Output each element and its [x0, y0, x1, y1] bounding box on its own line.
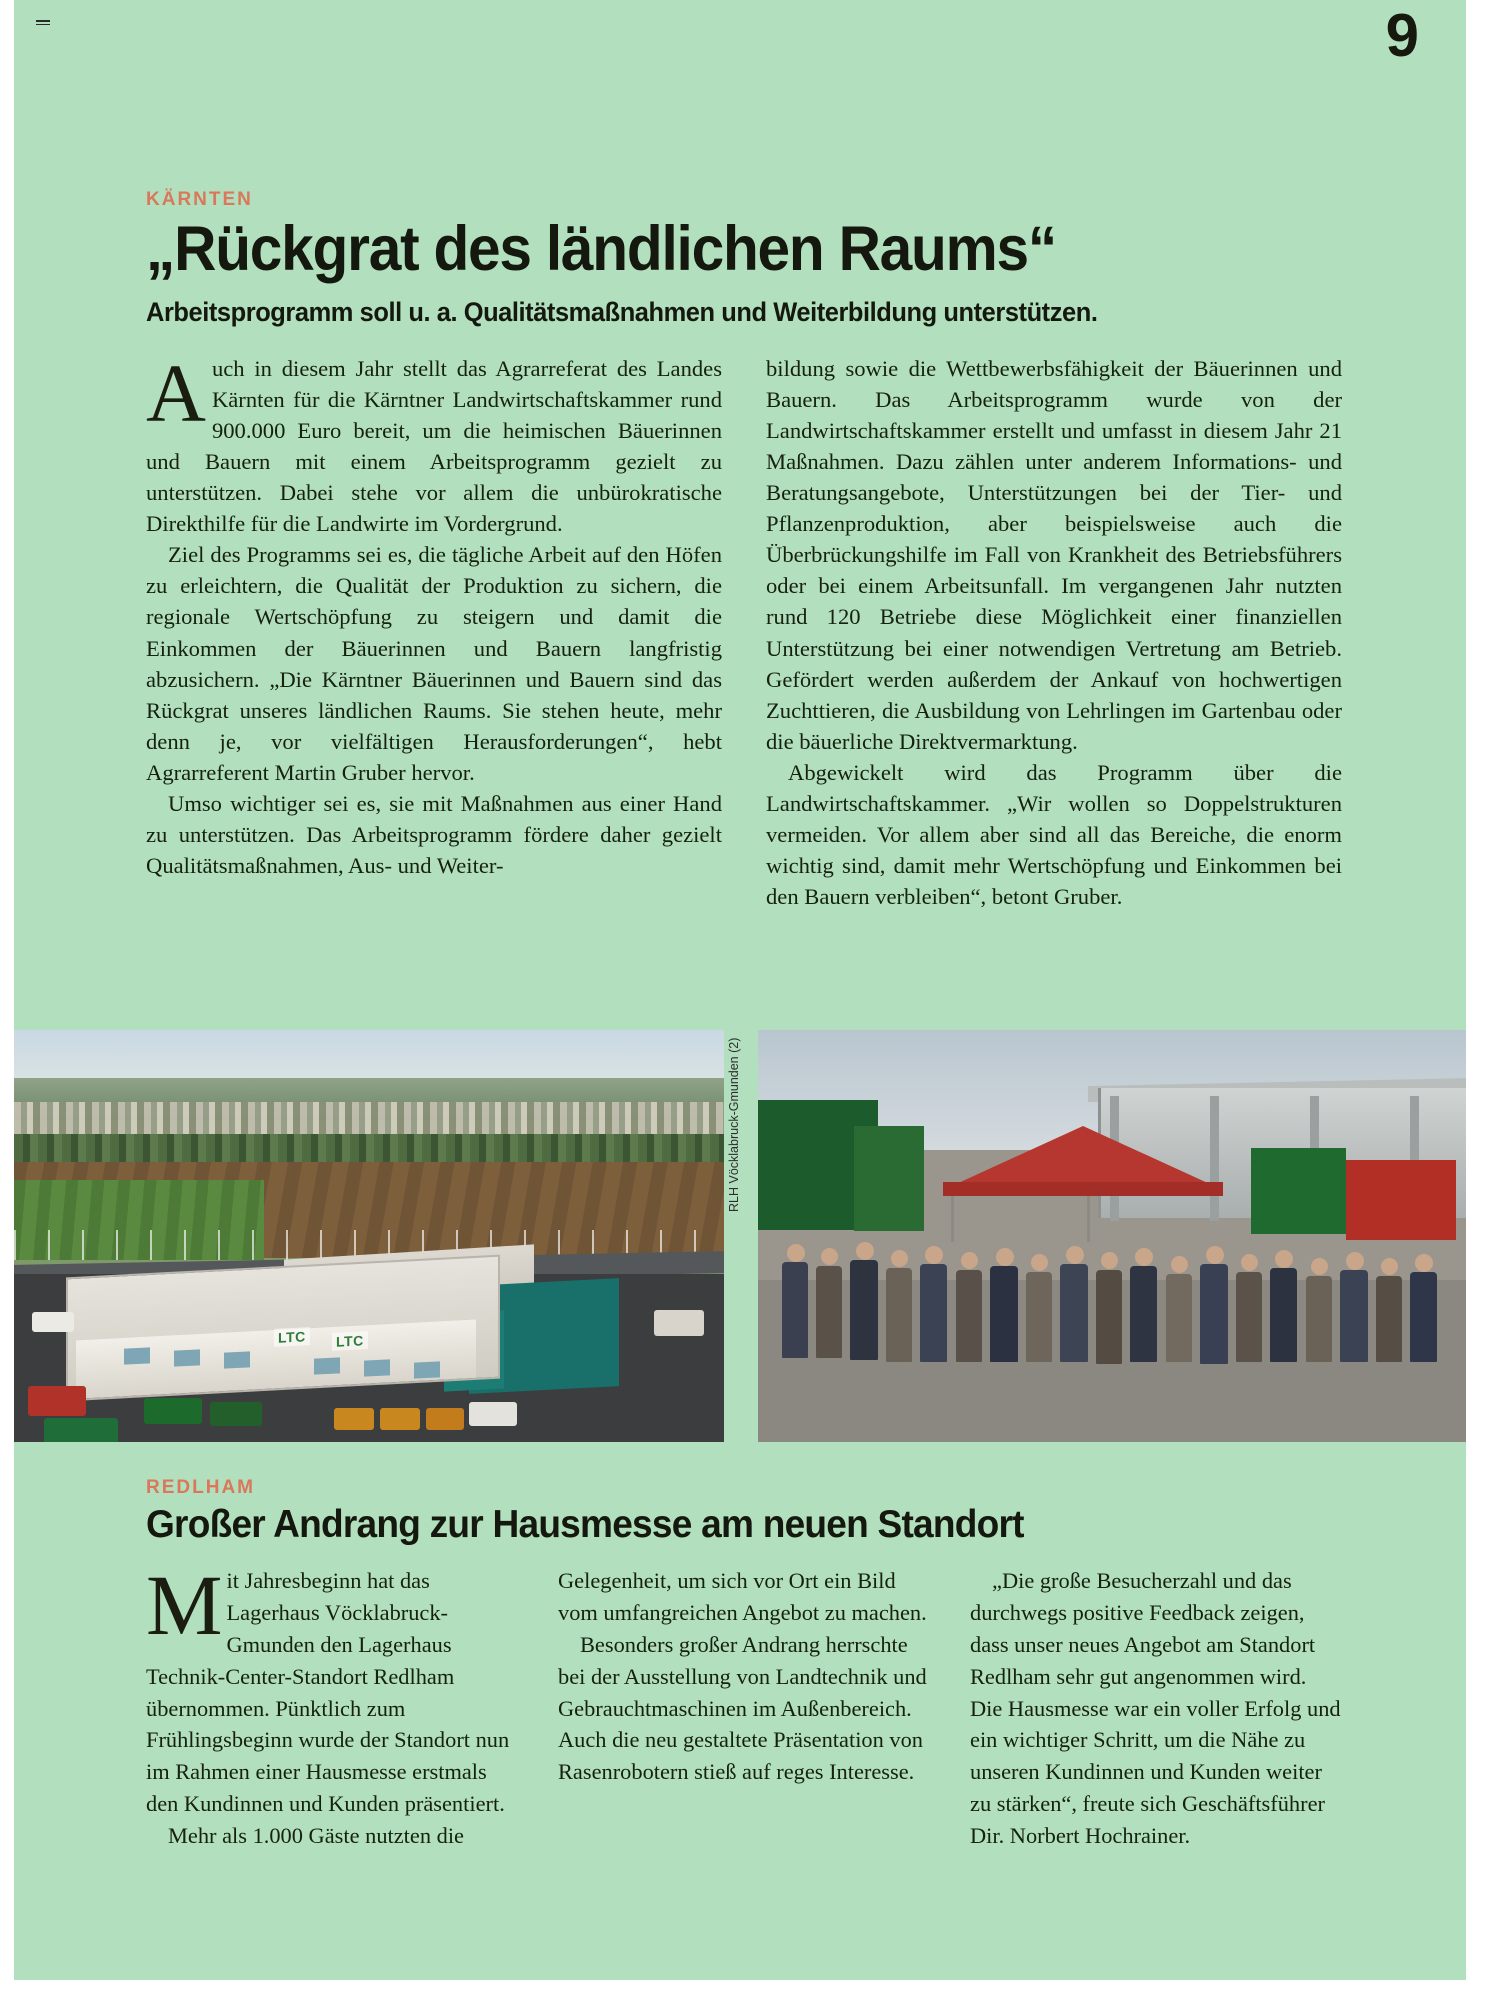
- column-1: [146, 346, 722, 912]
- paragraph-text: Gelegenheit, um sich vor Ort ein Bild vom umfangreichen Angebot zu machen.: [558, 1568, 927, 1626]
- article-kicker-kaernten: KÄRNTEN: [146, 189, 253, 210]
- article-body-columns: [146, 346, 1342, 912]
- body-text-b-col1: [146, 1557, 518, 1851]
- paragraph: [558, 1629, 930, 1788]
- paragraph-text: bildung sowie die Wettbewerbsfähigkeit der Bäuerinnen und Bauern. Das Arbeitsprogramm wurde von der Landwirtschaftskammer erstellt und umfasst in diesem Jahr 21 Maßnahmen. Dazu zählen unter anderem Informations- und Beratungsangebote, Unterstützungen bei der Tier- und Pflanzenproduktion, aber beispielsweise auch die Überbrückungshilfe im Fall von Krankheit des Betriebsführers oder bei einem Arbeitsunfall. Im vergangenen Jahr nutzten rund 120 Betriebe diese Möglichkeit einer finanziellen Unterstützung bei einer notwendigen Vertretung am Betrieb. Gefördert werden außerdem der Ankauf von hochwertigen Zuchttieren, die Ausbildung von Lehrlingen im Gartenbau oder die bäuerliche Direktvermarktung.: [766, 355, 1342, 754]
- paragraph: [766, 757, 1342, 912]
- paragraph: [558, 1565, 930, 1629]
- registration-mark: [36, 20, 50, 25]
- photo-credit: RLH Vöcklabruck-Gmunden (2): [727, 1037, 741, 1212]
- paragraph: [146, 539, 722, 788]
- column-3: [970, 1565, 1342, 1851]
- dropcap-letter: A: [146, 346, 206, 439]
- article-headline-redlham: Großer Andrang zur Hausmesse am neuen Standort: [146, 1503, 1024, 1546]
- paragraph: [146, 788, 722, 881]
- photo-aerial-lagerhaus: LTC LTC: [14, 1030, 724, 1442]
- paragraph-text: „Die große Besucherzahl und das durchwegs positive Feedback zeigen, dass unser neues Angebot am Standort Redlham sehr gut angenommen wird. Die Hausmesse war ein voller Erfolg und ein wichtiger Schritt, um die Nähe zu unseren Kundinnen und Kunden weiter zu stärken“, freute sich Geschäftsführer Dir. Norbert Hochrainer.: [970, 1568, 1341, 1848]
- page-bottom-margin: [0, 1980, 1490, 2000]
- paragraph: [146, 346, 722, 539]
- article-kaernten: [146, 190, 1342, 912]
- column-1: [146, 1557, 518, 1851]
- paragraph-text: Besonders großer Andrang herrschte bei der Ausstellung von Landtechnik und Gebrauchtmaschinen im Außenbereich. Auch die neu gestaltete Präsentation von Rasenrobotern stieß auf reges Interesse.: [558, 1631, 927, 1785]
- article-kicker-redlham: REDLHAM: [146, 1477, 255, 1498]
- page-left-margin: [0, 0, 14, 2000]
- body-text-b-col3: [970, 1565, 1342, 1851]
- body-text-col1: [146, 346, 722, 881]
- article-body-columns-bottom: [146, 1557, 1342, 1851]
- article-headline-kaernten: „Rückgrat des ländlichen Raums“: [146, 214, 1056, 284]
- body-text-col2: [766, 353, 1342, 912]
- paragraph: [970, 1565, 1342, 1851]
- page-right-margin: [1466, 0, 1490, 2000]
- paragraph-text: Umso wichtiger sei es, sie mit Maßnahmen aus einer Hand zu unterstützen. Das Arbeitsprogramm fördere daher gezielt Qualitätsmaßnahmen, Aus- und Weiter-: [146, 790, 722, 878]
- paragraph-text: it Jahresbeginn hat das Lagerhaus Vöcklabruck-Gmunden den Lagerhaus Technik-Center-Standort Redlham übernommen. Pünktlich zum Frühlingsbeginn wurde der Standort nun im Rahmen einer Hausmesse erstmals den Kundinnen und Kunden präsentiert.: [146, 1568, 510, 1817]
- column-2: [766, 353, 1342, 912]
- page-number: 9: [1385, 2, 1418, 69]
- paragraph: [766, 353, 1342, 757]
- paragraph-text: Ziel des Programms sei es, die tägliche Arbeit auf den Höfen zu erleichtern, die Qualität der Produktion zu sichern, die regionale Wertschöpfung zu steigern und damit die Einkommen der Bäuerinnen und Bauern langfristig abzusichern. „Die Kärntner Bäuerinnen und Bauern sind das Rückgrat unseres ländlichen Raums. Sie stehen heute, mehr denn je, vor vielfältigen Herausforderungen“, hebt Agrarreferent Martin Gruber hervor.: [146, 542, 722, 785]
- article-subheadline-kaernten: Arbeitsprogramm soll u. a. Qualitätsmaßnahmen und Weiterbildung unterstützen.: [146, 296, 1098, 327]
- photo-hausmesse-crowd: [758, 1030, 1466, 1442]
- article-redlham: [146, 1478, 1342, 1852]
- paragraph: [146, 1557, 518, 1820]
- paragraph-text: Mehr als 1.000 Gäste nutzten die: [168, 1822, 464, 1848]
- paragraph-text: uch in diesem Jahr stellt das Agrarreferat des Landes Kärnten für die Kärntner Landwirtschaftskammer rund 900.000 Euro bereit, um die heimischen Bäuerinnen und Bauern mit einem Arbeitsprogramm gezielt zu unterstützen. Dabei stehe vor allem die unbürokratische Direkthilfe für die Landwirte im Vordergrund.: [146, 355, 722, 537]
- paragraph: [146, 1820, 518, 1852]
- dropcap-letter: M: [146, 1557, 223, 1654]
- paragraph-text: Abgewickelt wird das Programm über die Landwirtschaftskammer. „Wir wollen so Doppelstrukturen vermeiden. Vor allem aber sind all das Bereiche, die enorm wichtig sind, damit mehr Wertschöpfung und Einkommen bei den Bauern verbleiben“, betont Gruber.: [766, 759, 1342, 910]
- body-text-b-col2: [558, 1565, 930, 1788]
- column-2: [558, 1565, 930, 1851]
